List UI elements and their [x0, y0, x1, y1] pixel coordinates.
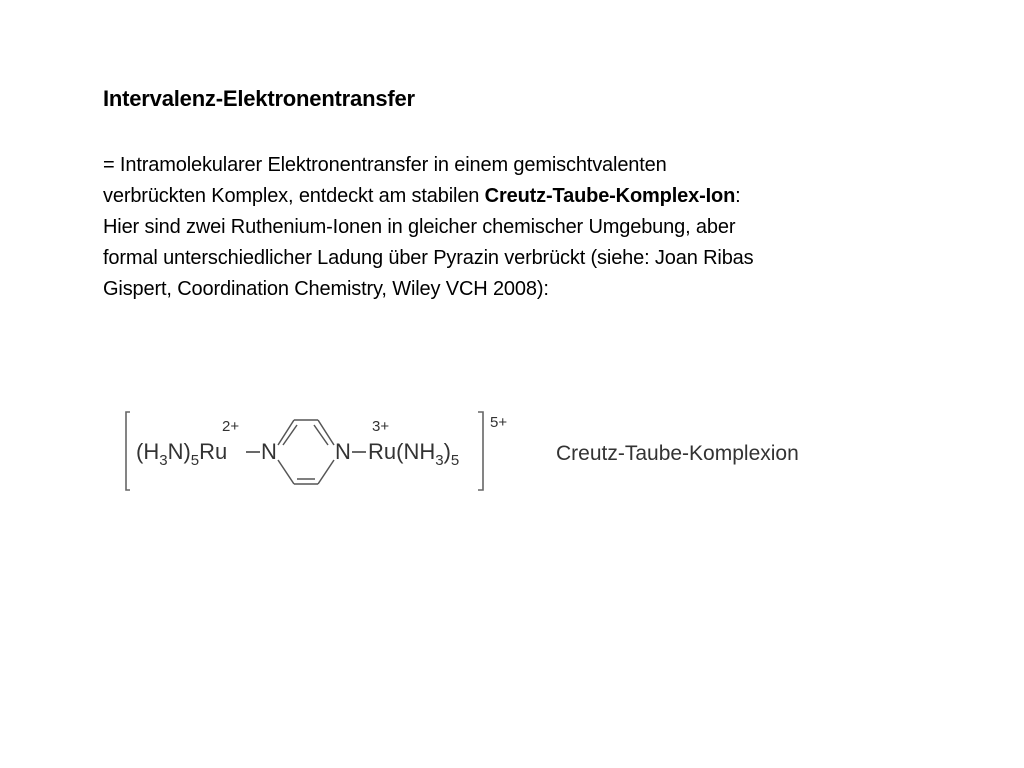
right-ruthenium-group: $Ru(NH_3)_5$	[368, 439, 460, 469]
paragraph-line-2-prefix: verbrückten Komplex, entdeckt am stabilen	[103, 185, 485, 207]
nitrogen-left: N	[261, 439, 277, 464]
creutz-taube-structure-figure	[118, 400, 878, 500]
body-paragraph	[103, 150, 903, 305]
paragraph-line-4: formal unterschiedlicher Ladung über Pyrazin verbrückt (siehe: Joan Ribas	[103, 247, 754, 269]
paragraph-line-3: Hier sind zwei Ruthenium-Ionen in gleicher chemischer Umgebung, aber	[103, 216, 736, 238]
paragraph-line-2-suffix: :	[735, 185, 741, 207]
left-charge: 2+	[222, 418, 240, 435]
paragraph-line-5: Gispert, Coordination Chemistry, Wiley VCH 2008):	[103, 278, 549, 300]
structure-diagram	[118, 400, 878, 500]
complex-name-bold: Creutz-Taube-Komplex-Ion	[484, 185, 736, 207]
paragraph-line-1: = Intramolekularer Elektronentransfer in einem gemischtvalenten	[103, 154, 667, 176]
figure-caption: Creutz-Taube-Komplexion	[556, 442, 799, 465]
right-charge: 3+	[372, 418, 390, 435]
overall-charge: 5+	[490, 414, 508, 431]
left-bracket	[126, 412, 130, 490]
right-bracket	[478, 412, 483, 490]
paragraph-line-2	[103, 181, 903, 212]
slide-title: Intervalenz-Elektronentransfer	[103, 86, 415, 111]
left-ruthenium-group: $(H_3N)_5Ru$	[136, 439, 228, 469]
pyrazine-ring	[278, 420, 334, 484]
nitrogen-right: N	[335, 439, 351, 464]
